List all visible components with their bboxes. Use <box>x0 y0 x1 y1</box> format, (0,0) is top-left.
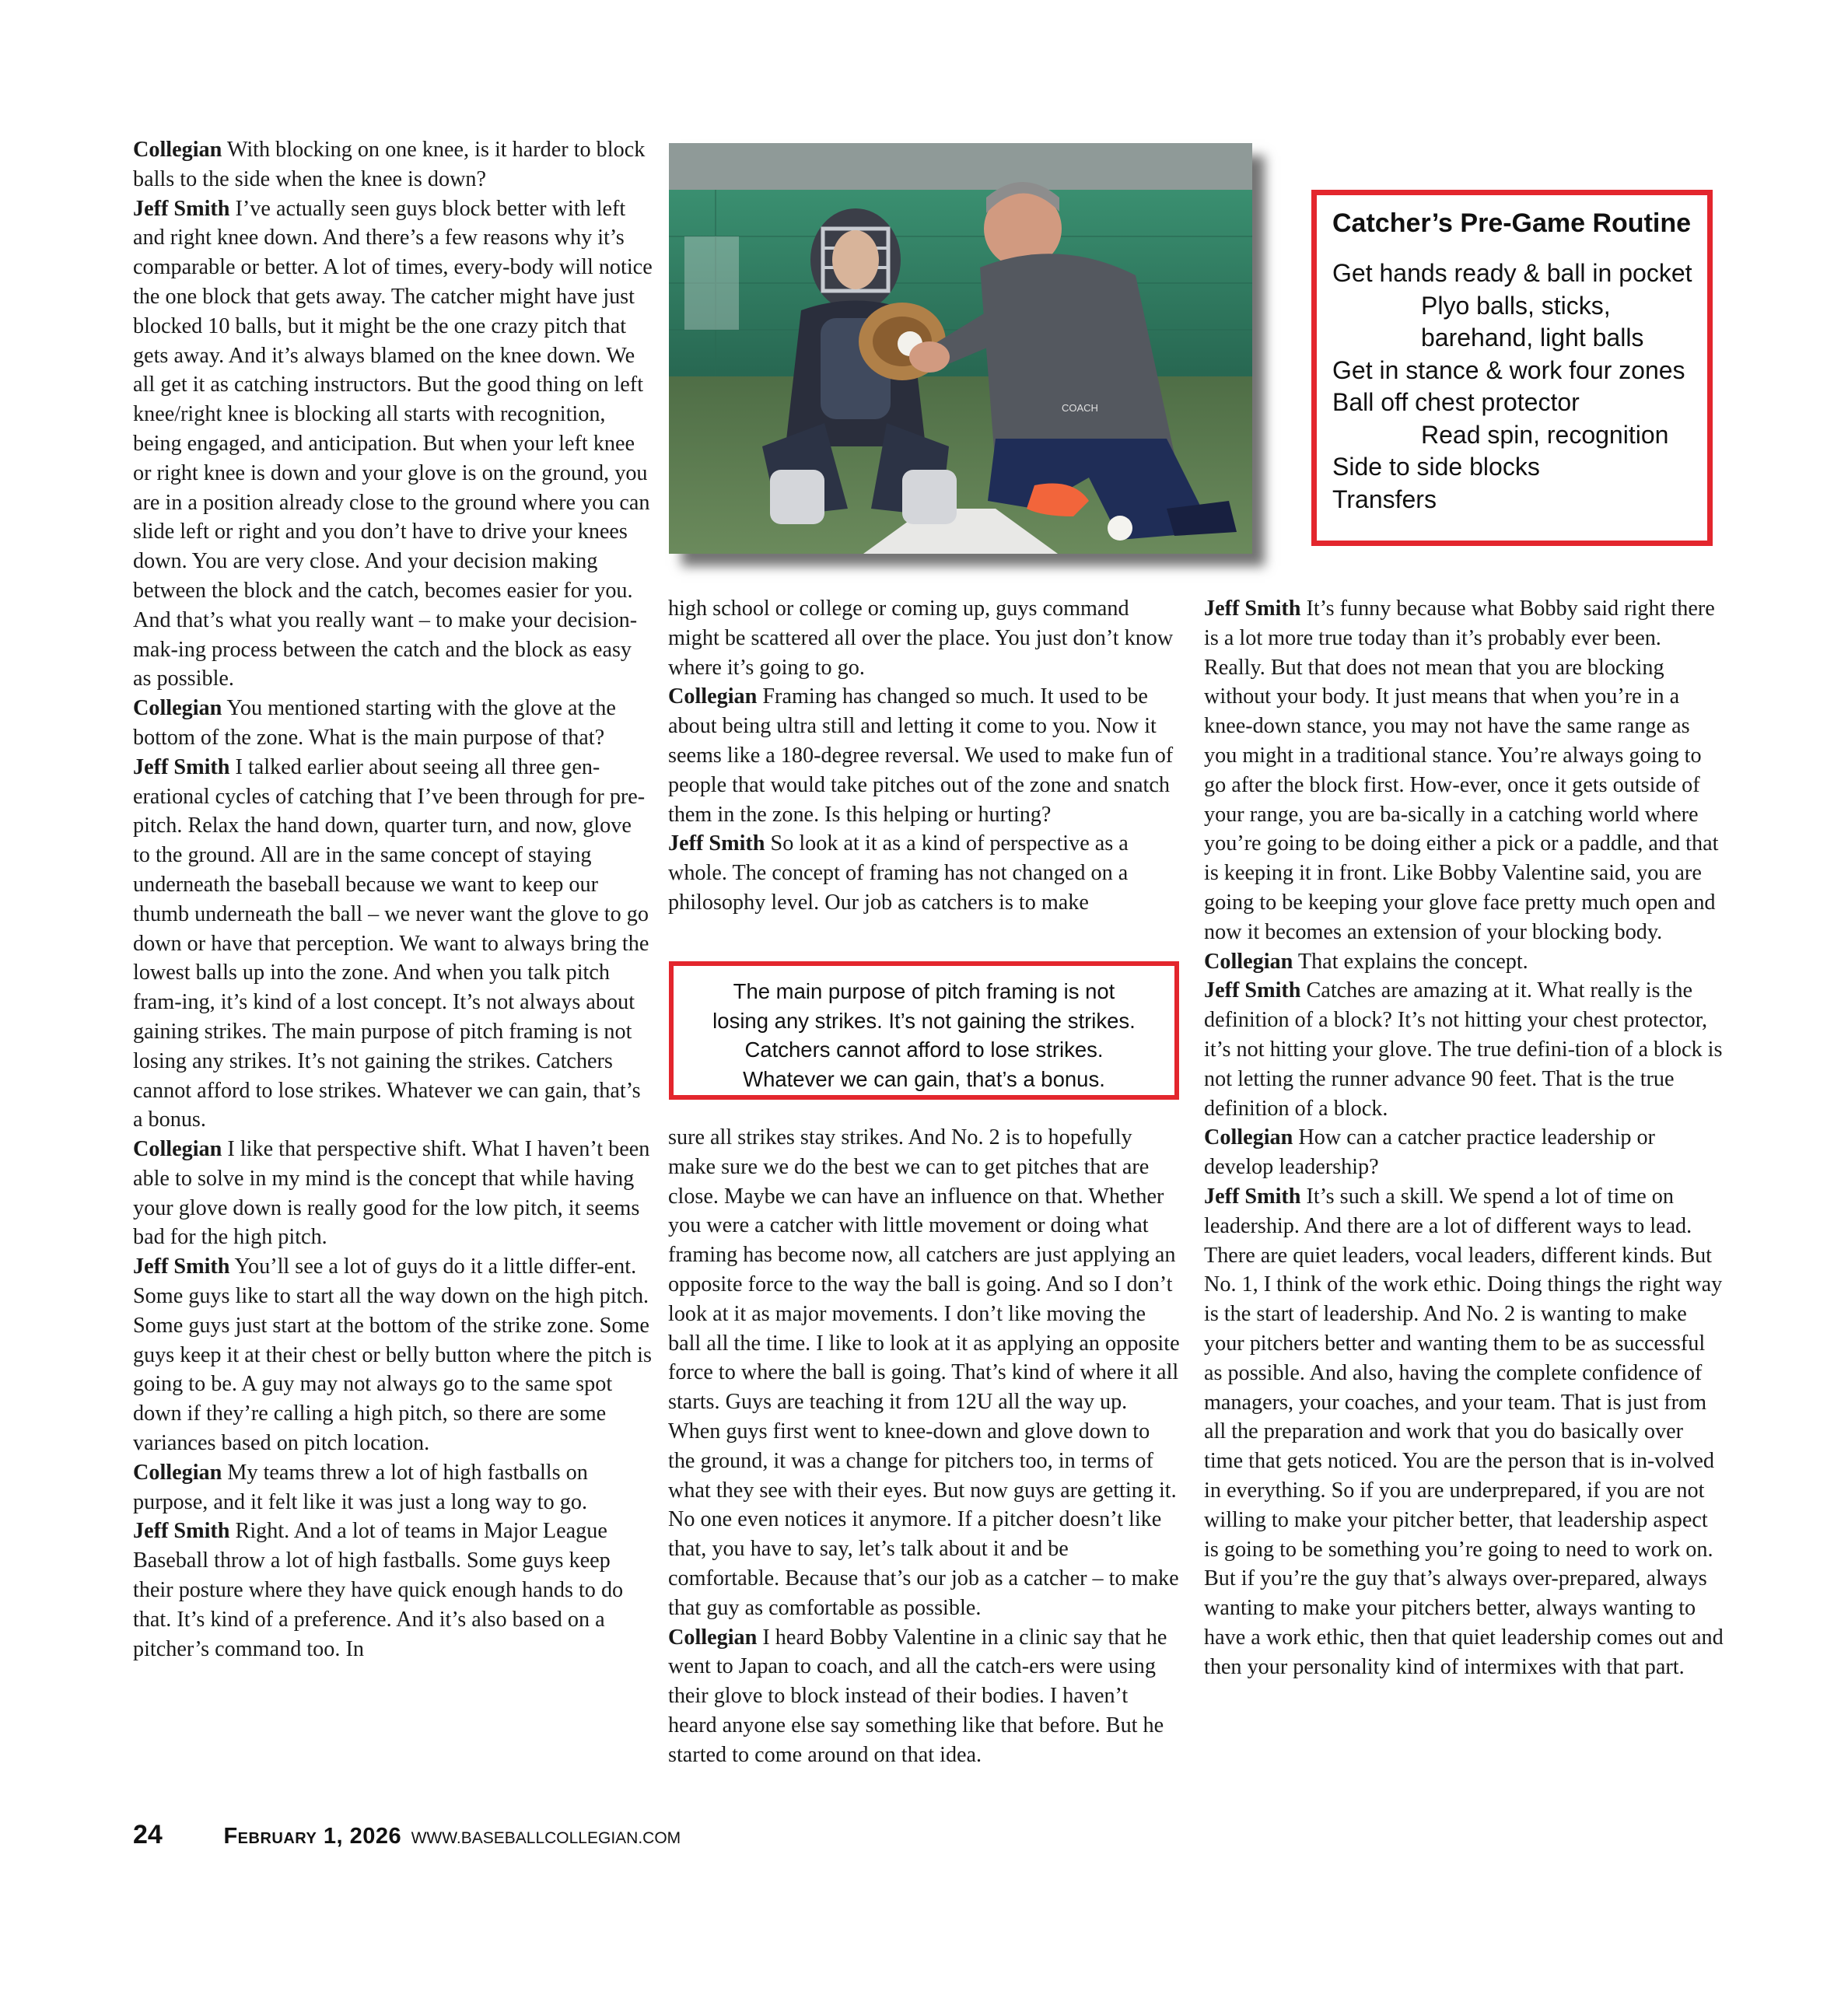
article-paragraph <box>133 1458 653 1517</box>
publication-url: WWW.BASEBALLCOLLEGIAN.COM <box>411 1829 681 1847</box>
article-paragraph <box>668 1623 1181 1770</box>
article-column-1 <box>133 135 653 1664</box>
paragraph-text: I heard Bobby Valentine in a clinic say that he went to Japan to coach, and all the catch-ers were using their glove to block instead of their bodies. I haven’t heard anyone else say something like that before. But he started to come around on that idea. <box>668 1625 1167 1767</box>
pregame-routine-item: barehand, light balls <box>1421 324 1644 352</box>
paragraph-text: I talked earlier about seeing all three gen-erational cycles of catching that I’ve been through for pre-pitch. Relax the hand down, quarter turn, and now, glove to the ground. All are in the same concept of staying underneath the baseball because we want to keep our thumb underneath the ball – we never want the glove to go down or have that perception. We want to always bring the lowest balls up into the zone. And when you talk pitch fram-ing, it’s kind of a lost concept. It’s not always about gaining strikes. The main purpose of pitch framing is not losing any strikes. It’s not gaining the strikes. Catchers cannot afford to lose strikes. Whatever we can gain, that’s a bonus. <box>133 754 649 1132</box>
speaker-name: Jeff Smith <box>1204 597 1301 621</box>
coach-shirt-logo: COACH <box>1062 402 1098 414</box>
pregame-routine-list <box>1332 257 1707 516</box>
article-paragraph <box>133 1517 653 1664</box>
article-paragraph <box>668 594 1181 682</box>
article-paragraph <box>1204 594 1724 947</box>
pregame-routine-item: Read spin, recognition <box>1421 420 1669 449</box>
paragraph-text: Catches are amazing at it. What really is the definition of a block? It’s not hitting your chest protector, it’s not hitting your glove. The true defini-tion of a block is not letting the runner advance 90 feet. That is the true definition of a block. <box>1204 978 1723 1121</box>
article-paragraph <box>668 829 1181 917</box>
article-paragraph <box>668 682 1181 829</box>
paragraph-text: How can a catcher practice leadership or develop leadership? <box>1204 1125 1655 1180</box>
article-paragraph <box>133 694 653 753</box>
article-paragraph <box>133 194 653 695</box>
article-paragraph <box>133 1252 653 1458</box>
paragraph-text: It’s such a skill. We spend a lot of time on leadership. And there are a lot of different ways to lead. There are quiet leaders, vocal leaders, different kinds. But No. 1, I think of the work ethic. Doing things the right way is the start of leadership. And No. 2 is wanting to make your pitchers better and wanting them to be as successful as possible. And also, having the complete confidence of managers, your coaches, and your team. That is just from all the preparation and work that you do basically over time that gets noticed. You are the person that is in-volved in everything. So if you are underprepared, if you are not willing to make your pitcher better, that leadership aspect is going to be something you’re going to need to work on. But if you’re the guy that’s always over-prepared, always wanting to make your pitchers better, always wanting to have a work ethic, then that quiet leadership comes out and then your personality kind of intermixes with that part. <box>1204 1184 1724 1679</box>
speaker-name: Jeff Smith <box>668 831 765 856</box>
page-footer <box>133 1820 681 1854</box>
paragraph-text: high school or college or coming up, guys command might be scattered all over the place. You just don’t know where it’s going to go. <box>668 597 1174 680</box>
article-paragraph <box>1204 976 1724 1123</box>
speaker-name: Collegian <box>668 1625 758 1650</box>
article-paragraph <box>133 753 653 1135</box>
paragraph-text: I’ve actually seen guys block better with left and right knee down. And there’s a few reasons why it’s comparable or better. A lot of times, every-body will notice the one block that gets away. The catcher might have just blocked 10 balls, but it might be the one crazy pitch that gets away. And it’s always blamed on the knee down. We all get it as catching instructors. But the good thing on left knee/right knee is blocking all starts with recognition, being engaged, and anticipation. But when your left knee or right knee is down and your glove is on the ground, you are in a position already close to the ground where you can slide left or right and you don’t have to drive your knees down. You are very close. And your decision making between the block and the catch, becomes easier for you. And that’s what you really want – to make your decision-mak-ing process between the catch and the block as easy as possible. <box>133 196 653 691</box>
paragraph-text: My teams threw a lot of high fastballs on purpose, and it felt like it was just a long way to go. <box>133 1460 588 1514</box>
article-paragraph <box>133 135 653 194</box>
speaker-name: Collegian <box>133 1460 222 1485</box>
speaker-name: Collegian <box>1204 1125 1293 1150</box>
issue-date: February 1, 2026 <box>223 1824 402 1849</box>
paragraph-text: With blocking on one knee, is it harder to block balls to the side when the knee is down? <box>133 138 646 191</box>
pregame-routine-title: Catcher’s Pre-Game Routine <box>1332 208 1692 238</box>
paragraph-text: I like that perspective shift. What I haven’t been able to solve in my mind is the concept that while having your glove down is really good for the low pitch, it seems bad for the high pitch. <box>133 1137 650 1250</box>
article-paragraph <box>1204 947 1724 977</box>
paragraph-text: You mentioned starting with the glove at the bottom of the zone. What is the main purpose of that? <box>133 696 616 750</box>
page-number: 24 <box>133 1820 163 1849</box>
coaching-photo <box>669 143 1252 554</box>
paragraph-text: So look at it as a kind of perspective as a whole. The concept of framing has not changed on a philosophy level. Our job as catchers is to make <box>668 831 1129 915</box>
article-column-2-top <box>668 594 1181 918</box>
speaker-name: Jeff Smith <box>133 754 230 779</box>
article-column-3 <box>1204 594 1724 1681</box>
speaker-name: Collegian <box>668 684 758 709</box>
article-paragraph <box>1204 1123 1724 1182</box>
pull-quote-line: The main purpose of pitch framing is not <box>733 979 1115 1003</box>
pull-quote-line: Catchers cannot afford to lose strikes. <box>744 1037 1104 1062</box>
pregame-routine-item: Transfers <box>1332 485 1437 513</box>
pregame-routine-item: Get in stance & work four zones <box>1332 355 1685 384</box>
pregame-routine-item: Side to side blocks <box>1332 453 1540 481</box>
speaker-name: Jeff Smith <box>1204 1184 1301 1209</box>
speaker-name: Collegian <box>1204 949 1293 974</box>
speaker-name: Jeff Smith <box>133 1519 230 1544</box>
pregame-routine-item: Get hands ready & ball in pocket <box>1332 259 1692 287</box>
pregame-routine-box <box>1311 190 1713 546</box>
paragraph-text: Right. And a lot of teams in Major League Baseball throw a lot of high fastballs. Some guys keep their posture where they have quick enough hands to do that. It’s kind of a preference. And it’s also based on a pitcher’s command too. In <box>133 1519 624 1661</box>
speaker-name: Jeff Smith <box>1204 978 1301 1003</box>
article-column-2-bottom <box>668 1123 1181 1770</box>
speaker-name: Collegian <box>133 138 222 162</box>
paragraph-text: sure all strikes stay strikes. And No. 2 is to hopefully make sure we do the best we can to get pitches that are close. Maybe we can have an influence on that. Whether you were a catcher with little movement or doing what framing has become now, all catchers are just applying an opposite force to the way the ball is going. And so I don’t look at it as major movements. I don’t like moving the ball all the time. I like to look at it as applying an opposite force to where the ball is going. That’s kind of where it all starts. Guys are teaching it from 12U all the way up. When guys first went to knee-down and glove down to the ground, it was a change for pitchers too, in terms of what they see with their eyes. But now guys are getting it. No one even notices it anymore. If a pitcher doesn’t like that, you have to say, let’s talk about it and be comfortable. Because that’s our job as a catcher – to make that guy as comfortable as possible. <box>668 1125 1180 1620</box>
speaker-name: Jeff Smith <box>133 1254 230 1279</box>
pull-quote-line: losing any strikes. It’s not gaining the strikes. <box>712 1008 1136 1033</box>
pull-quote-line: Whatever we can gain, that’s a bonus. <box>743 1066 1105 1091</box>
pregame-routine-item: Plyo balls, sticks, <box>1421 291 1611 320</box>
article-paragraph <box>1204 1182 1724 1682</box>
paragraph-text: Framing has changed so much. It used to be about being ultra still and letting it come to you. Now it seems like a 180-degree reversal. We used to make fun of people that would take pitches out of the zone and snatch them in the zone. Is this helping or hurting? <box>668 684 1174 827</box>
article-paragraph <box>668 1123 1181 1623</box>
speaker-name: Jeff Smith <box>133 196 230 221</box>
paragraph-text: You’ll see a lot of guys do it a little differ-ent. Some guys like to start all the way down on the high pitch. Some guys just start at the bottom of the strike zone. Some guys keep it at their chest or belly button where the pitch is going to be. A guy may not always go to the same spot down if they’re calling a high pitch, so there are some variances based on pitch location. <box>133 1254 652 1456</box>
pull-quote <box>669 961 1179 1100</box>
speaker-name: Collegian <box>133 696 222 721</box>
article-paragraph <box>133 1135 653 1252</box>
speaker-name: Collegian <box>133 1137 222 1162</box>
paragraph-text: That explains the concept. <box>1293 949 1528 974</box>
pregame-routine-item: Ball off chest protector <box>1332 388 1580 416</box>
paragraph-text: It’s funny because what Bobby said right there is a lot more true today than it’s probably ever been. Really. But that does not mean that you are blocking without your body. It just means that when you’re in a knee-down stance, you may not have the same range as you might in a traditional stance. You’re always going to go after the block first. How-ever, once it gets outside of your range, you are ba-sically in a catching world where you’re going to be doing either a pick or a paddle, and that is keeping it in front. Like Bobby Valentine said, you are going to be keeping your glove face pretty much open and now it becomes an extension of your blocking body. <box>1204 597 1719 944</box>
